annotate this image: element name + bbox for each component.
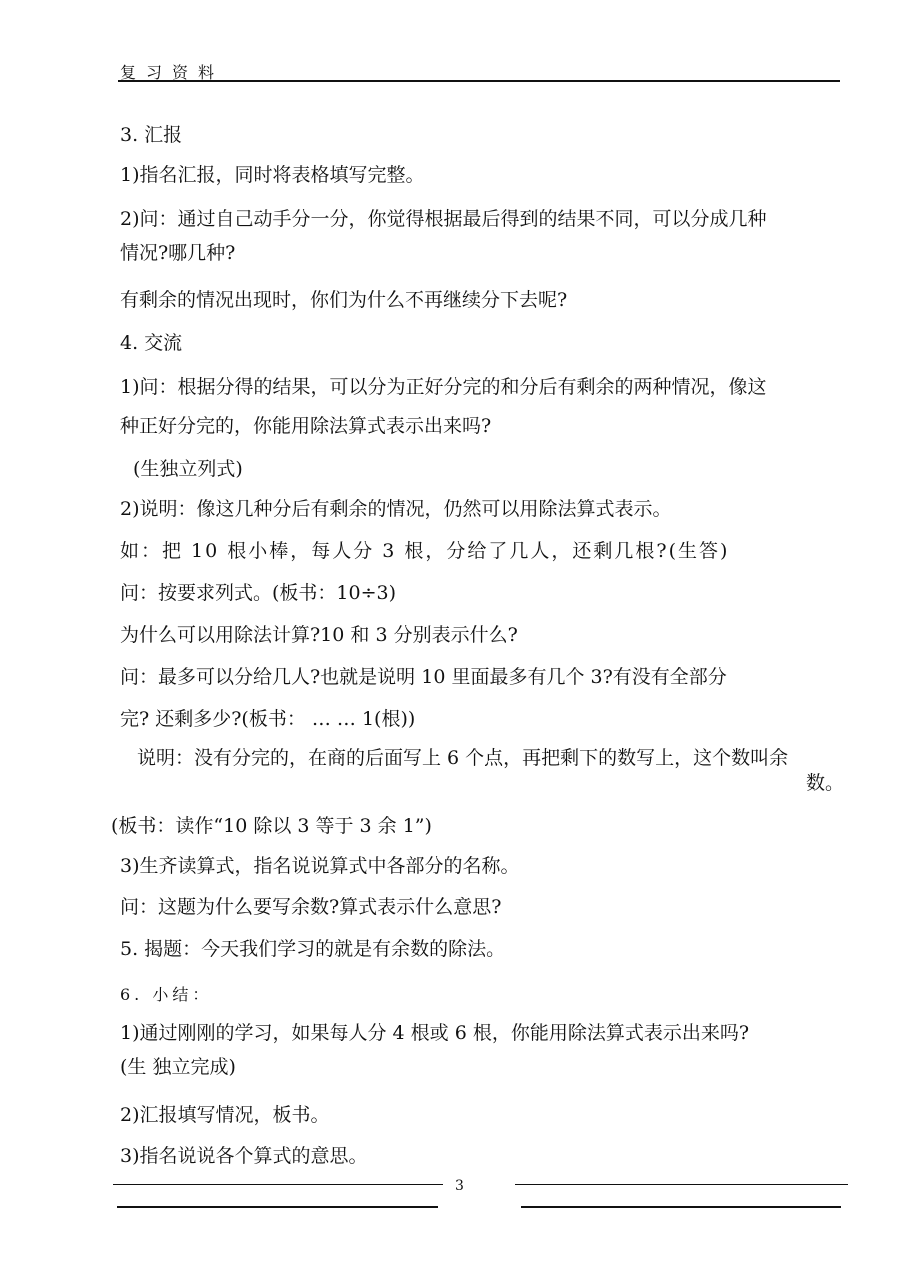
text-line: 说明：没有分完的，在商的后面写上 6 个点，再把剩下的数写上，这个数叫余 bbox=[137, 747, 789, 769]
footer-rule-top-right bbox=[515, 1184, 848, 1185]
text-line: 3)生齐读算式，指名说说算式中各部分的名称。 bbox=[120, 855, 520, 877]
text-line: 问：最多可以分给几人?也就是说明 10 里面最多有几个 3?有没有全部分 bbox=[120, 666, 727, 688]
section-4-heading: 4. 交流 bbox=[120, 332, 183, 354]
text-line: 2)说明：像这几种分后有剩余的情况，仍然可以用除法算式表示。 bbox=[120, 498, 672, 520]
text-line: 问：按要求列式。(板书：10÷3) bbox=[120, 582, 397, 604]
text-line: 情况?哪几种? bbox=[120, 242, 236, 264]
text-line: 1)指名汇报，同时将表格填写完整。 bbox=[120, 164, 425, 186]
text-line: 有剩余的情况出现时，你们为什么不再继续分下去呢? bbox=[120, 289, 568, 311]
text-line: 2)汇报填写情况，板书。 bbox=[120, 1104, 330, 1126]
text-line: (生 独立完成) bbox=[120, 1056, 236, 1078]
text-line: 3)指名说说各个算式的意思。 bbox=[120, 1145, 368, 1167]
text-line: 数。 bbox=[806, 772, 845, 794]
section-5-heading: 5. 揭题：今天我们学习的就是有余数的除法。 bbox=[120, 938, 506, 960]
text-line: 为什么可以用除法计算?10 和 3 分别表示什么? bbox=[120, 624, 518, 646]
text-line: (板书：读作“10 除以 3 等于 3 余 1”) bbox=[111, 815, 432, 837]
footer-rule-top-left bbox=[113, 1184, 443, 1185]
footer-rule-bottom-left bbox=[117, 1206, 438, 1208]
section-6-heading: 6. 小结： bbox=[120, 985, 213, 1004]
text-line: 如：把 10 根小棒，每人分 3 根，分给了几人，还剩几根?(生答) bbox=[120, 540, 730, 562]
header-title: 复习资料 bbox=[120, 63, 225, 82]
section-3-heading: 3. 汇报 bbox=[120, 124, 183, 146]
page-number: 3 bbox=[455, 1178, 464, 1194]
text-line: 完? 还剩多少?(板书： … … 1(根)) bbox=[120, 708, 416, 730]
text-line: 2)问：通过自己动手分一分，你觉得根据最后得到的结果不同，可以分成几种 bbox=[120, 208, 767, 230]
text-line: 问：这题为什么要写余数?算式表示什么意思? bbox=[120, 896, 502, 918]
page-header bbox=[118, 58, 840, 82]
text-line: 1)通过刚刚的学习，如果每人分 4 根或 6 根，你能用除法算式表示出来吗? bbox=[120, 1022, 750, 1044]
footer-rule-bottom-right bbox=[521, 1206, 841, 1208]
text-line: 种正好分完的，你能用除法算式表示出来吗? bbox=[120, 415, 492, 437]
text-line: 1)问：根据分得的结果，可以分为正好分完的和分后有剩余的两种情况，像这 bbox=[120, 376, 767, 398]
text-line: (生独立列式) bbox=[133, 458, 243, 480]
